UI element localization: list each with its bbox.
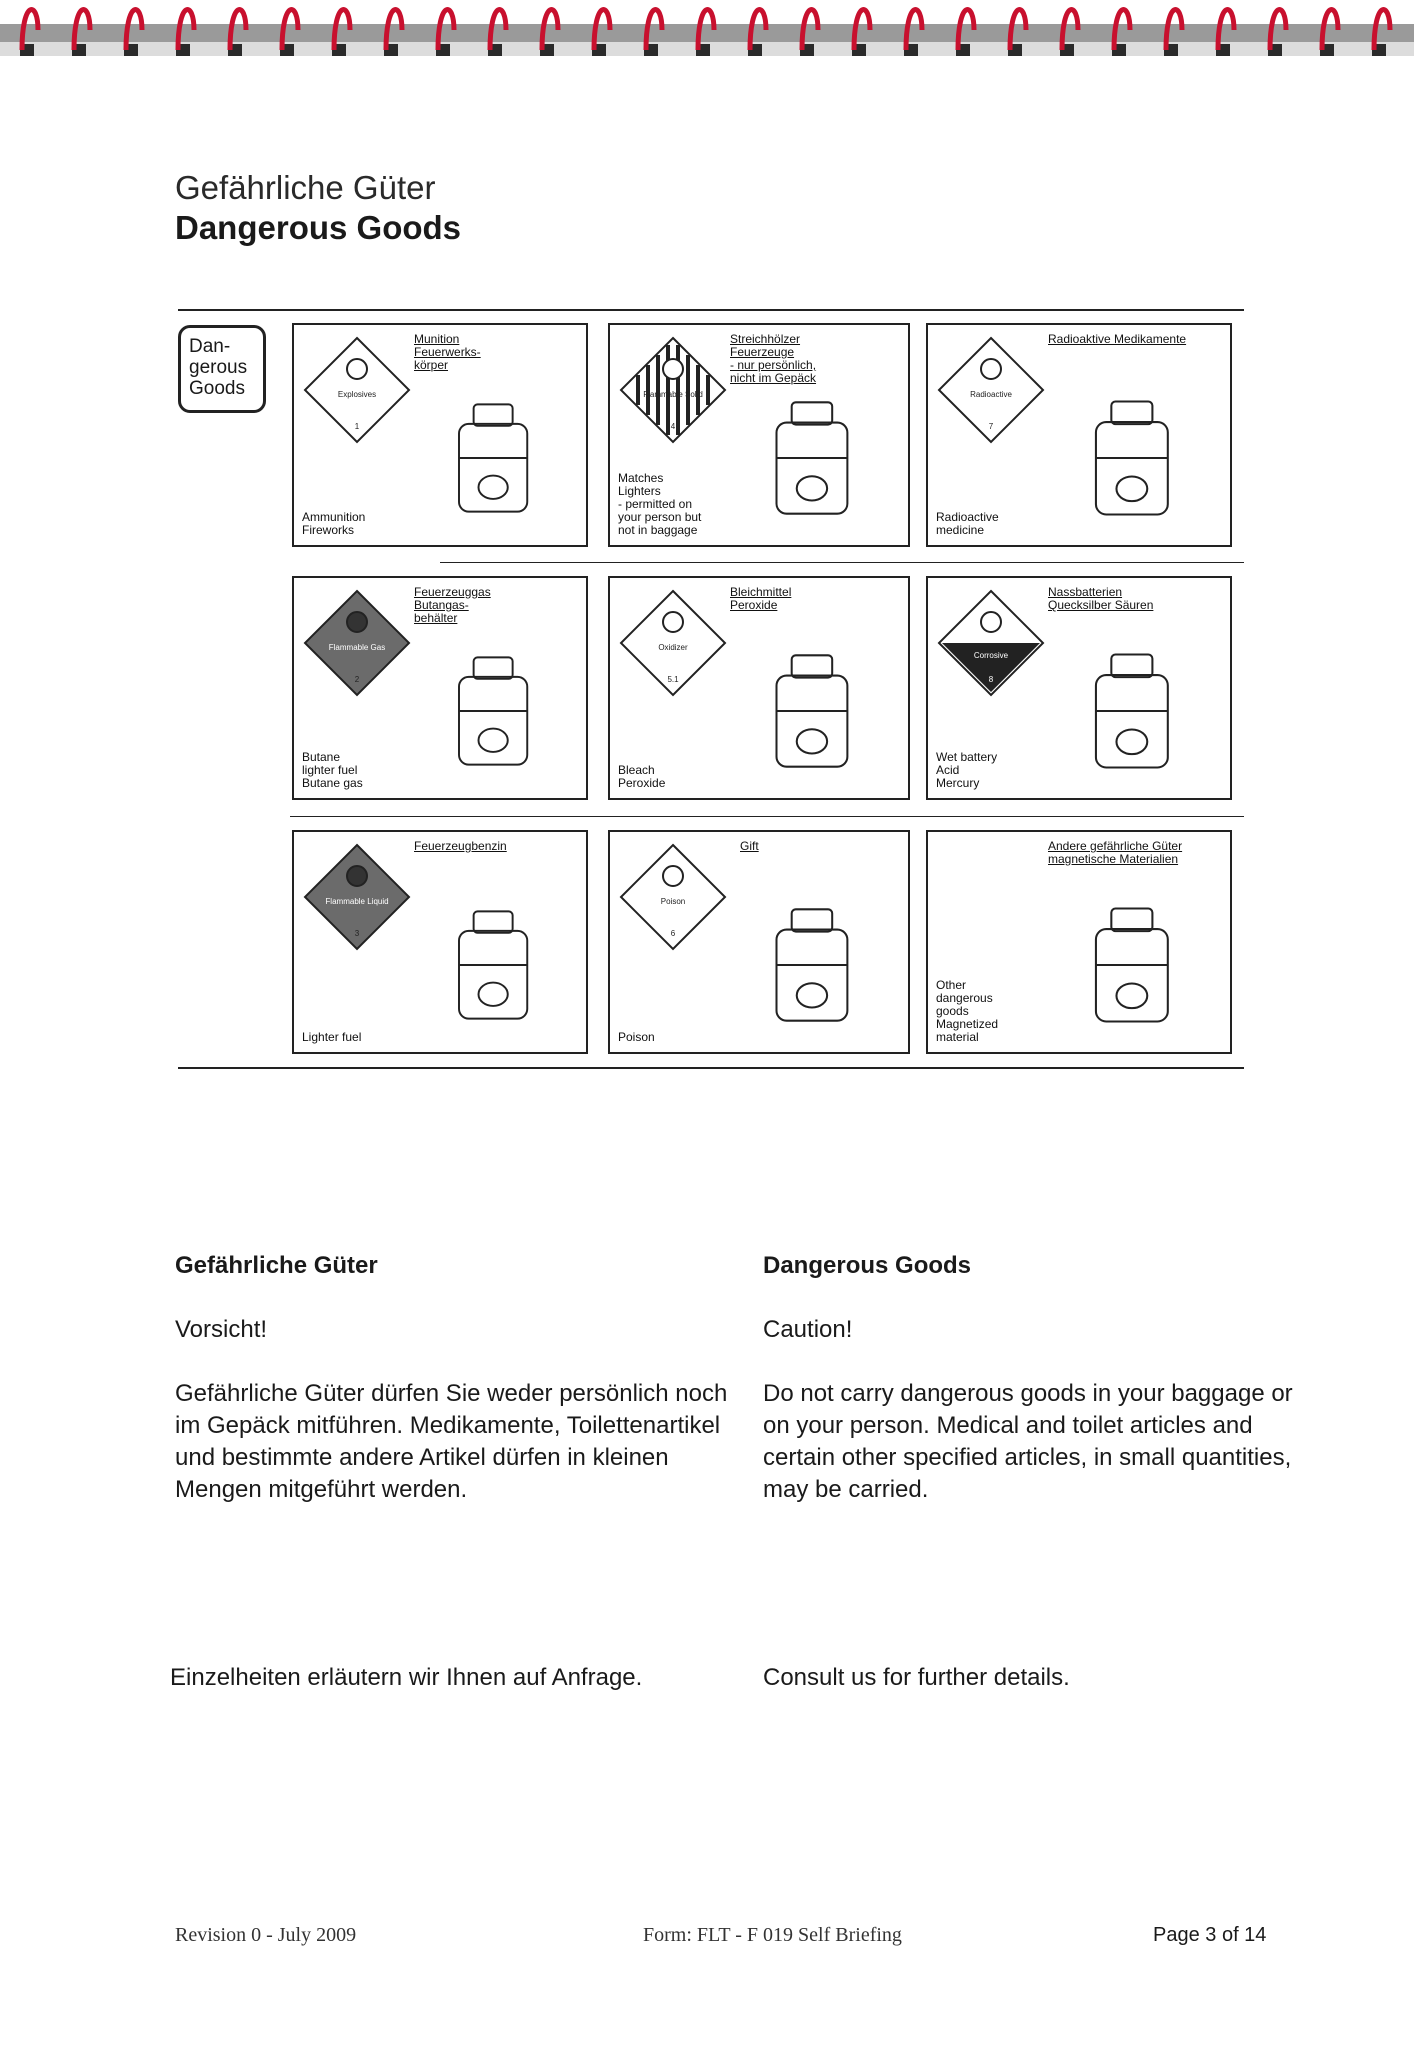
hazard-diamond-icon bbox=[302, 842, 412, 952]
hazard-panel-gas bbox=[292, 576, 588, 800]
title-english: Dangerous Goods bbox=[175, 209, 462, 246]
hazard-panel-explosives bbox=[292, 323, 588, 547]
hazard-diamond-icon bbox=[302, 335, 412, 445]
diamond-label: Flammable Solid bbox=[643, 390, 703, 399]
dangerous-goods-badge bbox=[178, 325, 266, 413]
revision-text: Revision 0 - July 2009 bbox=[175, 1924, 357, 1946]
diamond-class: 8 bbox=[988, 675, 994, 684]
badge-label: Dan- gerous Goods bbox=[189, 336, 248, 399]
diamond-label: Corrosive bbox=[973, 651, 1009, 660]
row-divider-2 bbox=[290, 816, 1244, 817]
panel-label-german: Bleichmittel Peroxide bbox=[730, 585, 792, 612]
diamond-class: 3 bbox=[354, 929, 360, 938]
panel-label-english: Bleach Peroxide bbox=[618, 763, 666, 790]
row-divider-1 bbox=[440, 562, 1244, 563]
panel-label-english: Other dangerous goods Magnetized material bbox=[936, 978, 999, 1044]
item-illustration-icon bbox=[420, 634, 576, 788]
panel-label-german: Streichhölzer Feuerzeuge - nur persönlich, nicht im Gepäck bbox=[730, 332, 817, 385]
diamond-class: 4 bbox=[670, 422, 676, 431]
hazard-diamond-icon bbox=[618, 842, 728, 952]
diamond-class: 7 bbox=[988, 422, 994, 431]
item-illustration-icon bbox=[1054, 888, 1220, 1042]
hazard-panel-radioactive bbox=[926, 323, 1232, 547]
item-illustration-icon bbox=[736, 634, 898, 788]
page-title bbox=[175, 168, 461, 248]
panel-label-german: Gift bbox=[740, 839, 759, 853]
hazard-diamond-icon bbox=[618, 335, 728, 445]
diamond-label: Flammable Gas bbox=[328, 643, 386, 652]
panel-label-english: Butane lighter fuel Butane gas bbox=[302, 750, 363, 790]
hazard-panel-other bbox=[926, 830, 1232, 1054]
item-illustration-icon bbox=[1054, 634, 1220, 788]
hazard-diamond-icon bbox=[302, 588, 412, 698]
panel-label-german: Munition Feuerwerks- körper bbox=[414, 332, 481, 372]
diamond-label: Oxidizer bbox=[658, 643, 688, 652]
page-number: Page 3 of 14 bbox=[1153, 1924, 1267, 1946]
item-illustration-icon bbox=[736, 381, 898, 535]
hazard-panel-corrosive bbox=[926, 576, 1232, 800]
hazard-diamond-icon bbox=[936, 588, 1046, 698]
english-caution: Caution! bbox=[763, 1316, 853, 1343]
hazard-panel-oxidizer bbox=[608, 576, 910, 800]
german-heading: Gefährliche Güter bbox=[175, 1252, 378, 1279]
panel-label-english: Lighter fuel bbox=[302, 1030, 362, 1044]
panel-label-german: Nassbatterien Quecksilber Säuren bbox=[1048, 585, 1154, 612]
hazard-diamond-icon bbox=[936, 335, 1046, 445]
panel-label-english: Radioactive medicine bbox=[936, 510, 999, 537]
panel-label-german: Radioaktive Medikamente bbox=[1048, 332, 1187, 346]
german-column bbox=[175, 1250, 735, 1506]
panel-label-english: Wet battery Acid Mercury bbox=[936, 750, 998, 790]
form-text: Form: FLT - F 019 Self Briefing bbox=[643, 1924, 902, 1946]
diamond-class: 5.1 bbox=[667, 675, 679, 684]
divider-top bbox=[178, 309, 1244, 311]
item-illustration-icon bbox=[420, 381, 576, 535]
item-illustration-icon bbox=[1054, 381, 1220, 535]
diamond-label: Poison bbox=[660, 897, 686, 906]
item-illustration-icon bbox=[420, 888, 576, 1042]
english-column bbox=[763, 1250, 1323, 1506]
english-heading: Dangerous Goods bbox=[763, 1252, 972, 1279]
panel-label-english: Ammunition Fireworks bbox=[302, 510, 366, 537]
diamond-class: 1 bbox=[354, 422, 360, 431]
panel-label-german: Feuerzeugbenzin bbox=[414, 839, 507, 853]
diamond-label: Radioactive bbox=[970, 390, 1012, 399]
hazard-panel-poison bbox=[608, 830, 910, 1054]
divider-bottom bbox=[178, 1067, 1244, 1069]
panel-label-german: Feuerzeuggas Butangas- behälter bbox=[414, 585, 491, 625]
diamond-class: 6 bbox=[670, 929, 676, 938]
hazard-panel-liquid bbox=[292, 830, 588, 1054]
panel-label-english: Matches Lighters - permitted on your person but not in baggage bbox=[618, 471, 702, 537]
english-body: Do not carry dangerous goods in your baggage or on your person. Medical and toilet articles and certain other specified articles, in small quantities, may be carried. bbox=[763, 1380, 1293, 1503]
german-details: Einzelheiten erläutern wir Ihnen auf Anfrage. bbox=[170, 1664, 643, 1691]
german-caution: Vorsicht! bbox=[175, 1316, 268, 1343]
title-german: Gefährliche Güter bbox=[175, 169, 436, 206]
german-body: Gefährliche Güter dürfen Sie weder persönlich noch im Gepäck mitführen. Medikamente, Toilettenartikel und bestimmte andere Artikel dürfen in kleinen Mengen mitgeführt werden. bbox=[175, 1380, 728, 1503]
spiral-binding bbox=[0, 0, 1414, 58]
diamond-label: Flammable Liquid bbox=[325, 897, 389, 906]
diamond-label: Explosives bbox=[337, 390, 377, 399]
english-details: Consult us for further details. bbox=[763, 1664, 1070, 1691]
hazard-panel-matches bbox=[608, 323, 910, 547]
diamond-class: 2 bbox=[354, 675, 360, 684]
panel-label-english: Poison bbox=[618, 1030, 655, 1044]
item-illustration-icon bbox=[736, 888, 898, 1042]
hazard-diamond-icon bbox=[618, 588, 728, 698]
panel-label-german: Andere gefährliche Güter magnetische Materialien bbox=[1048, 839, 1183, 866]
